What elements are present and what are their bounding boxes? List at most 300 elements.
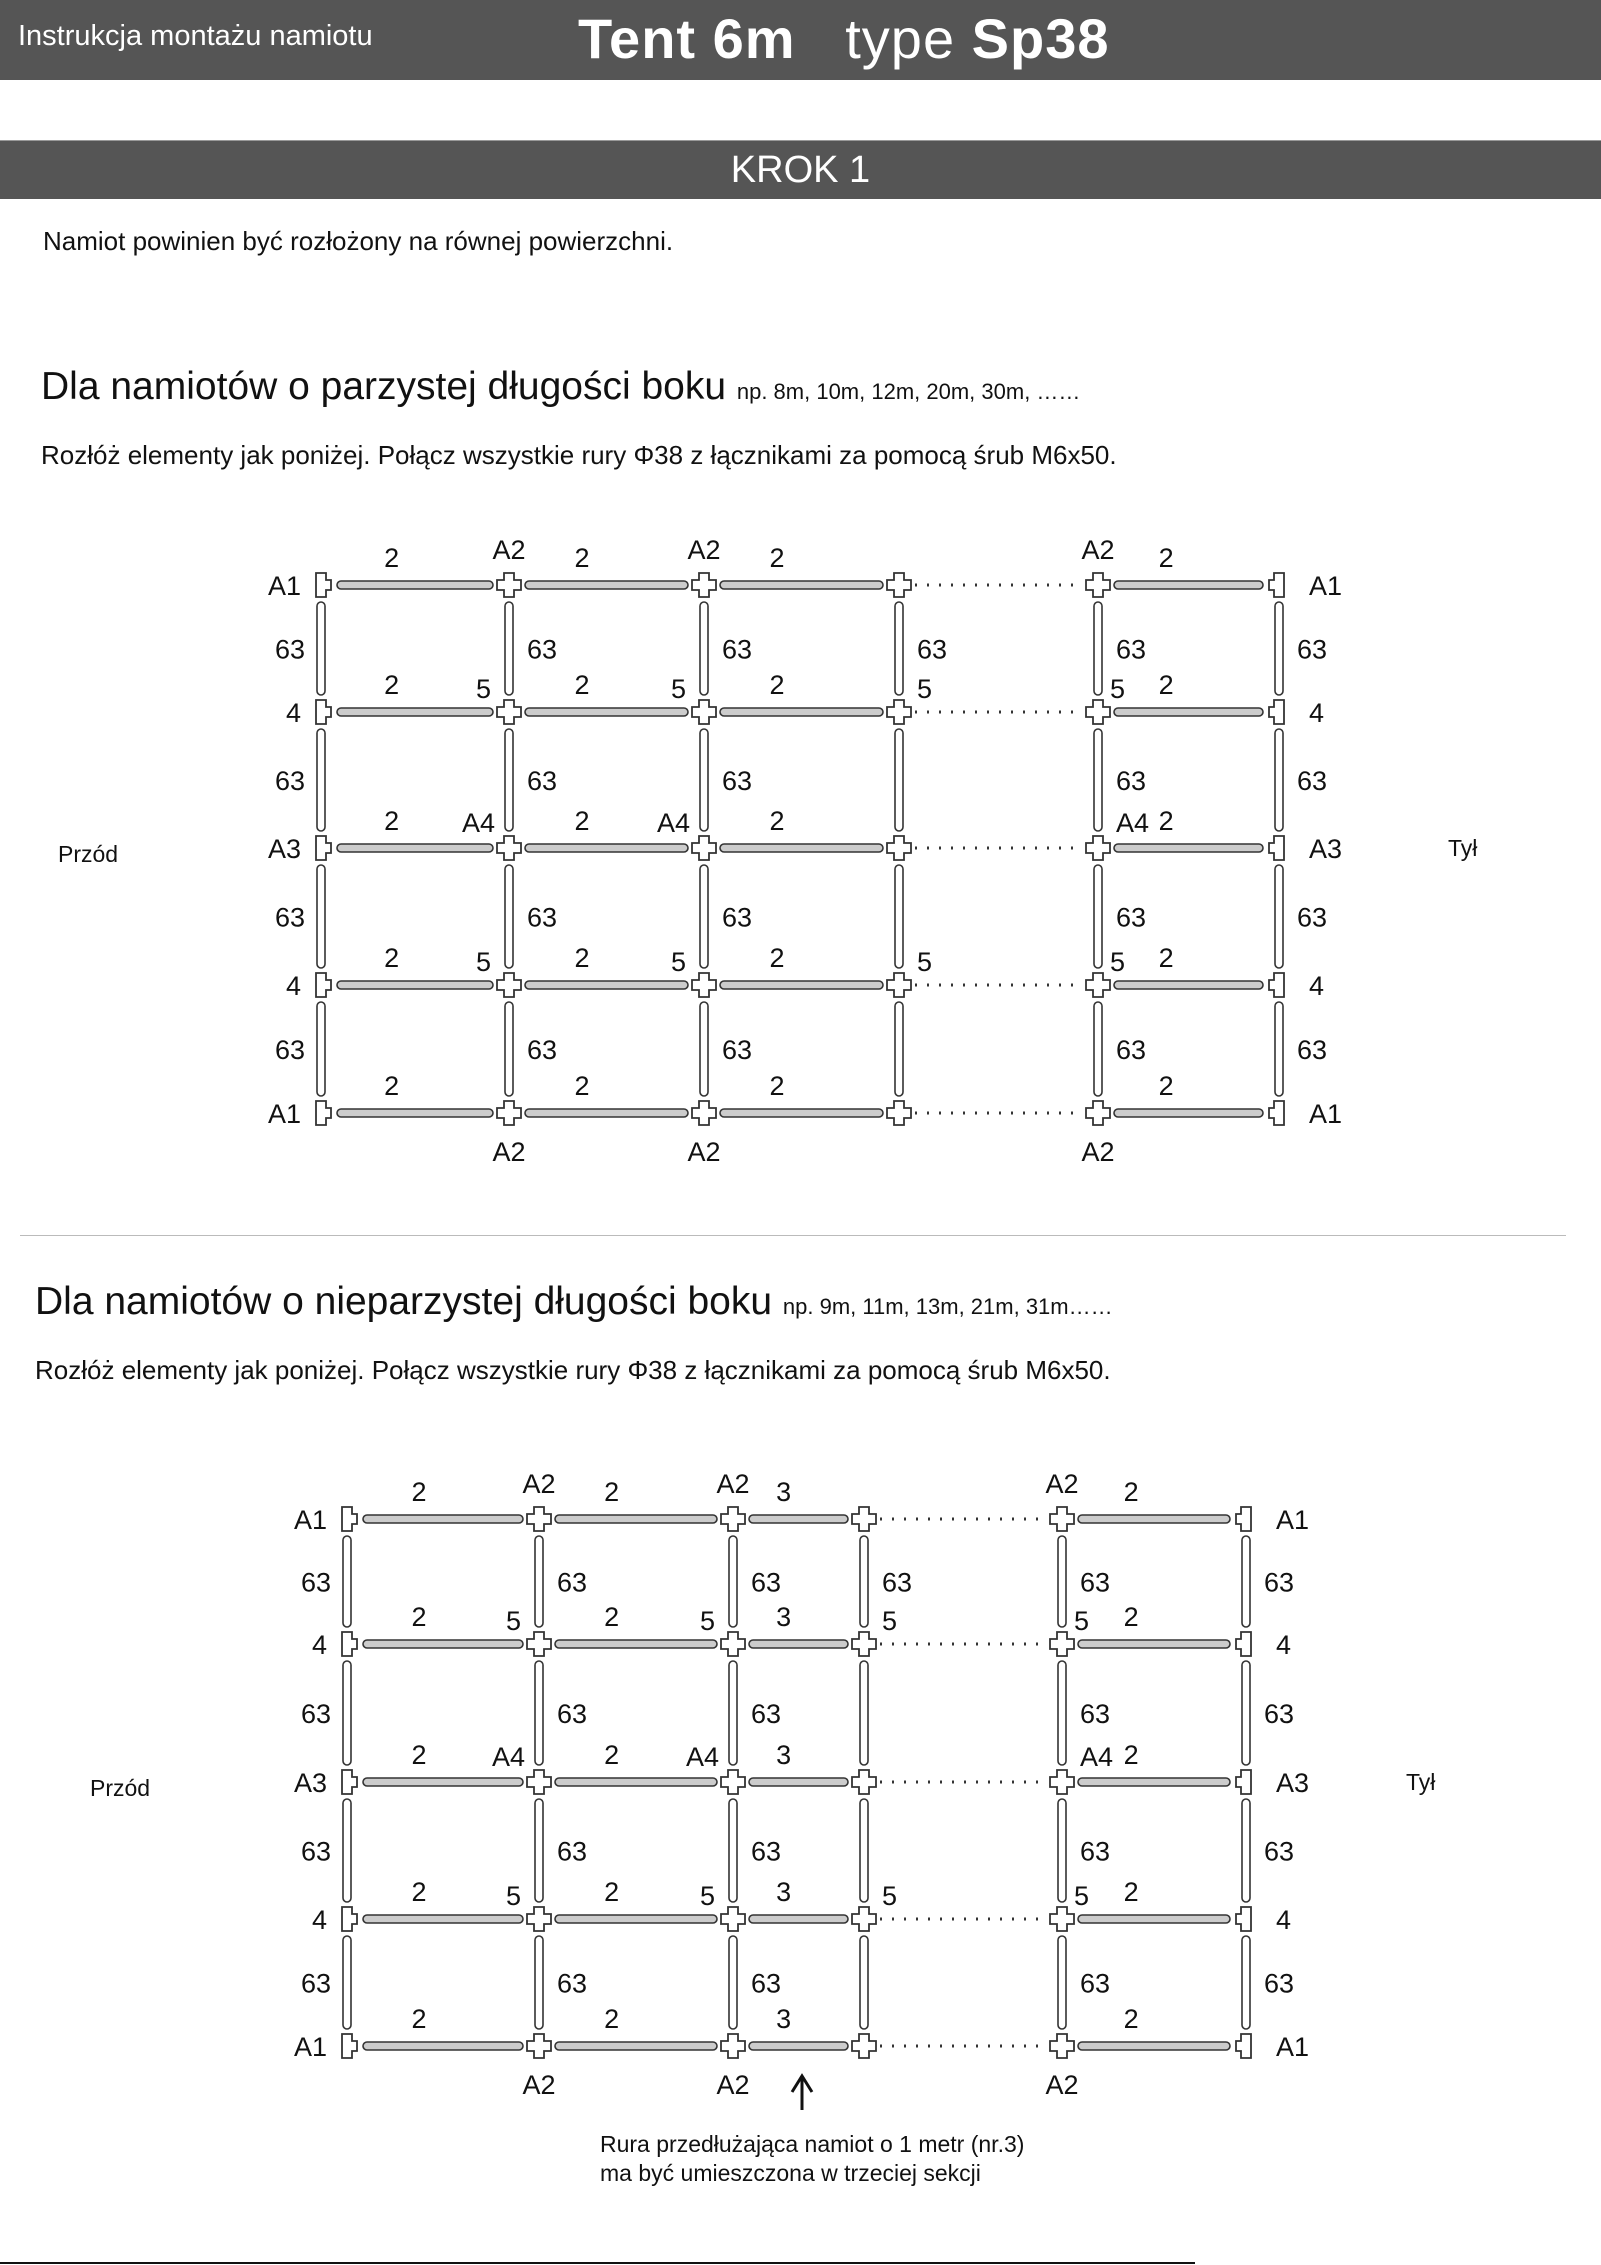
pole-label: 63 <box>722 902 753 933</box>
pole-label: 63 <box>1264 1699 1295 1729</box>
row-label-left: A1 <box>293 2032 327 2062</box>
connector-icon <box>316 700 331 724</box>
beam-pipe <box>1078 1915 1230 1923</box>
beam-pipe <box>363 1915 523 1923</box>
beam-pipe <box>363 1640 523 1648</box>
pole-63 <box>1058 1799 1066 1902</box>
pole-label: 63 <box>274 634 305 665</box>
row-label-left: A1 <box>267 571 301 601</box>
beam-label: 2 <box>769 543 785 573</box>
connector-icon <box>342 1770 357 1794</box>
beam-pipe <box>720 981 883 989</box>
row-label-right: A1 <box>1276 1505 1310 1535</box>
row-label-right: A1 <box>1309 571 1343 601</box>
connector-icon <box>692 700 716 724</box>
pole-63 <box>860 1799 868 1902</box>
pole-63 <box>1275 729 1283 831</box>
beam-pipe <box>1114 981 1263 989</box>
connector-icon <box>497 573 521 597</box>
joint-label: 5 <box>882 1881 898 1911</box>
beam-pipe <box>337 844 493 852</box>
pole-63 <box>1275 602 1283 695</box>
row-label-left: 4 <box>285 971 301 1001</box>
pole-63 <box>895 1002 903 1096</box>
connector-icon <box>1050 2034 1074 2058</box>
pole-label: 63 <box>1116 634 1147 665</box>
beam-label: 2 <box>1123 1477 1139 1507</box>
pole-63 <box>535 1799 543 1902</box>
pole-63 <box>1094 865 1102 968</box>
connector-icon <box>1269 836 1284 860</box>
heading-examples: np. 9m, 11m, 13m, 21m, 31m…… <box>782 1294 1113 1319</box>
node-label-top: A2 <box>687 535 721 565</box>
beam-pipe <box>337 708 493 716</box>
joint-label: A4 <box>491 1742 525 1772</box>
row-label-right: A3 <box>1276 1768 1310 1798</box>
row-label-right: 4 <box>1276 1630 1292 1660</box>
pole-63 <box>895 865 903 968</box>
beam-pipe <box>337 581 493 589</box>
connector-icon <box>887 973 911 997</box>
row-label-left: A3 <box>293 1768 327 1798</box>
connector-icon <box>692 573 716 597</box>
connector-icon <box>342 1632 357 1656</box>
connector-icon <box>1086 973 1110 997</box>
connector-icon <box>1269 1101 1284 1125</box>
pole-63 <box>860 1536 868 1627</box>
beam-pipe <box>1114 844 1263 852</box>
row-label-right: A3 <box>1309 834 1343 864</box>
beam-label: 2 <box>384 543 400 573</box>
pole-label: 63 <box>300 1968 331 1999</box>
pole-63 <box>895 729 903 831</box>
connector-icon <box>887 1101 911 1125</box>
beam-label: 2 <box>384 806 400 836</box>
front-label: Przód <box>58 841 119 867</box>
beam-pipe <box>749 1640 848 1648</box>
pole-label: 63 <box>1297 766 1328 796</box>
beam-label: 3 <box>776 2004 792 2034</box>
beam-label: 3 <box>776 1602 792 1632</box>
connector-icon <box>316 973 331 997</box>
front-label: Przód <box>90 1775 151 1801</box>
pole-63 <box>729 1661 737 1765</box>
pole-label: 63 <box>917 634 948 665</box>
beam-pipe <box>749 1778 848 1786</box>
connector-icon <box>1086 573 1110 597</box>
joint-label: 5 <box>882 1606 898 1636</box>
connector-icon <box>721 1907 745 1931</box>
pole-label: 63 <box>751 1567 782 1598</box>
beam-label: 2 <box>769 943 785 973</box>
joint-label: 5 <box>1074 1606 1090 1636</box>
node-label-top: A2 <box>522 1469 556 1499</box>
beam-pipe <box>555 1915 717 1923</box>
diagram-even <box>58 535 1477 1167</box>
node-label-top: A2 <box>492 535 526 565</box>
beam-pipe <box>337 981 493 989</box>
connector-icon <box>887 836 911 860</box>
connector-icon <box>1236 1907 1251 1931</box>
connector-icon <box>342 1907 357 1931</box>
beam-label: 2 <box>1123 1602 1139 1632</box>
beam-label: 2 <box>574 543 590 573</box>
row-label-right: 4 <box>1309 698 1325 728</box>
row-label-left: A1 <box>267 1099 301 1129</box>
row-label-left: 4 <box>311 1905 327 1935</box>
beam-label: 2 <box>411 1477 427 1507</box>
pole-label: 63 <box>751 1836 782 1867</box>
pole-label: 63 <box>300 1836 331 1867</box>
joint-label: 5 <box>699 1881 715 1911</box>
beam-pipe <box>1114 581 1263 589</box>
joint-label: 5 <box>917 947 933 977</box>
connector-icon <box>1236 2034 1251 2058</box>
joint-label: 5 <box>475 674 491 704</box>
connector-icon <box>342 2034 357 2058</box>
beam-label: 2 <box>411 1602 427 1632</box>
beam-pipe <box>1114 708 1263 716</box>
pole-63 <box>317 1002 325 1096</box>
connector-icon <box>527 1907 551 1931</box>
beam-label: 3 <box>776 1740 792 1770</box>
connector-icon <box>527 1507 551 1531</box>
beam-pipe <box>363 1778 523 1786</box>
pole-63 <box>860 1661 868 1765</box>
intro-text: Namiot powinien być rozłożony na równej powierzchni. <box>43 226 674 256</box>
beam-label: 2 <box>411 1740 427 1770</box>
joint-label: A4 <box>656 808 690 838</box>
connector-icon <box>887 700 911 724</box>
joint-label: 5 <box>475 947 491 977</box>
pole-63 <box>1094 729 1102 831</box>
heading-text: Dla namiotów o nieparzystej długości boku <box>35 1280 773 1323</box>
connector-icon <box>721 2034 745 2058</box>
beam-label: 2 <box>574 806 590 836</box>
pole-label: 63 <box>1080 1836 1111 1867</box>
connector-icon <box>1050 1507 1074 1531</box>
beam-pipe <box>555 1515 717 1523</box>
pole-label: 63 <box>1116 1035 1147 1065</box>
header-subtitle: Instrukcja montażu namiotu <box>18 20 373 52</box>
pole-label: 63 <box>722 766 753 796</box>
beam-label: 2 <box>769 806 785 836</box>
joint-label: A4 <box>685 1742 719 1772</box>
beam-label: 2 <box>574 1071 590 1101</box>
connector-icon <box>497 700 521 724</box>
pole-label: 63 <box>751 1699 782 1729</box>
pole-label: 63 <box>1116 902 1147 933</box>
beam-label: 2 <box>1158 806 1174 836</box>
pole-label: 63 <box>274 1035 305 1065</box>
pole-63 <box>1058 1661 1066 1765</box>
beam-label: 2 <box>1158 1071 1174 1101</box>
connector-icon <box>852 1507 876 1531</box>
beam-label: 2 <box>769 1071 785 1101</box>
pole-63 <box>505 1002 513 1096</box>
beam-pipe <box>525 1109 688 1117</box>
node-label-bottom: A2 <box>492 1137 526 1167</box>
pole-63 <box>700 865 708 968</box>
connector-icon <box>316 1101 331 1125</box>
arrow-up-icon <box>792 2076 812 2110</box>
connector-icon <box>527 1770 551 1794</box>
pole-63 <box>505 729 513 831</box>
beam-label: 2 <box>604 2004 620 2034</box>
pole-label: 63 <box>1080 1699 1111 1729</box>
pole-63 <box>343 1799 351 1902</box>
joint-label: 5 <box>1110 674 1126 704</box>
beam-label: 2 <box>384 943 400 973</box>
beam-pipe <box>1078 1640 1230 1648</box>
pole-63 <box>1275 1002 1283 1096</box>
pole-63 <box>535 1936 543 2029</box>
connector-icon <box>1050 1907 1074 1931</box>
connector-icon <box>527 1632 551 1656</box>
pole-label: 63 <box>751 1968 782 1999</box>
beam-label: 3 <box>776 1877 792 1907</box>
pole-label: 63 <box>1080 1567 1111 1598</box>
section-odd-instruction: Rozłóż elementy jak poniżej. Połącz wszystkie rury Φ38 z łącznikami za pomocą śrub M6x50. <box>35 1355 1111 1385</box>
connector-icon <box>692 973 716 997</box>
beam-pipe <box>1114 1109 1263 1117</box>
pole-63 <box>1094 1002 1102 1096</box>
pole-63 <box>535 1536 543 1627</box>
connector-icon <box>852 1632 876 1656</box>
row-label-right: 4 <box>1276 1905 1292 1935</box>
beam-label: 2 <box>1123 1740 1139 1770</box>
pole-63 <box>317 729 325 831</box>
title-type-word: type <box>845 7 956 70</box>
connector-icon <box>1236 1770 1251 1794</box>
joint-label: 5 <box>917 674 933 704</box>
beam-pipe <box>1078 1778 1230 1786</box>
connector-icon <box>316 836 331 860</box>
joint-label: 5 <box>505 1881 521 1911</box>
diagram-odd <box>90 1469 1435 2110</box>
pole-63 <box>343 1936 351 2029</box>
joint-label: 5 <box>699 1606 715 1636</box>
beam-pipe <box>555 1640 717 1648</box>
pole-label: 63 <box>1264 1567 1295 1598</box>
heading-examples: np. 8m, 10m, 12m, 20m, 30m, …… <box>736 379 1081 404</box>
joint-label: 5 <box>670 674 686 704</box>
beam-label: 2 <box>604 1740 620 1770</box>
node-label-bottom: A2 <box>522 2070 556 2100</box>
pole-label: 63 <box>300 1567 331 1598</box>
beam-pipe <box>555 1778 717 1786</box>
joint-label: 5 <box>670 947 686 977</box>
beam-pipe <box>525 844 688 852</box>
connector-icon <box>852 1770 876 1794</box>
beam-label: 2 <box>574 670 590 700</box>
beam-label: 2 <box>604 1602 620 1632</box>
back-label: Tył <box>1448 835 1478 861</box>
pole-label: 63 <box>1264 1836 1295 1867</box>
connector-icon <box>1269 573 1284 597</box>
connector-icon <box>497 836 521 860</box>
pole-label: 63 <box>882 1567 913 1598</box>
pole-label: 63 <box>722 1035 753 1065</box>
node-label-top: A2 <box>1045 1469 1079 1499</box>
connector-icon <box>527 2034 551 2058</box>
connector-icon <box>692 1101 716 1125</box>
beam-pipe <box>749 2042 848 2050</box>
row-label-right: A1 <box>1276 2032 1310 2062</box>
beam-label: 2 <box>1123 2004 1139 2034</box>
connector-icon <box>1086 836 1110 860</box>
row-label-left: 4 <box>311 1630 327 1660</box>
title-model: Sp38 <box>971 7 1110 70</box>
row-label-left: A1 <box>293 1505 327 1535</box>
node-label-top: A2 <box>716 1469 750 1499</box>
beam-label: 2 <box>384 670 400 700</box>
pole-63 <box>505 865 513 968</box>
joint-label: A4 <box>1080 1742 1114 1772</box>
beam-pipe <box>749 1515 848 1523</box>
joint-label: 5 <box>1074 1881 1090 1911</box>
pole-label: 63 <box>557 1699 588 1729</box>
beam-pipe <box>720 708 883 716</box>
beam-label: 2 <box>411 1877 427 1907</box>
pole-label: 63 <box>1264 1968 1295 1999</box>
connector-icon <box>887 573 911 597</box>
pole-63 <box>1094 602 1102 695</box>
pole-63 <box>317 865 325 968</box>
connector-icon <box>342 1507 357 1531</box>
connector-icon <box>1086 1101 1110 1125</box>
pole-63 <box>1058 1936 1066 2029</box>
note-line-2: ma być umieszczona w trzeciej sekcji <box>600 2160 981 2186</box>
beam-label: 2 <box>1158 670 1174 700</box>
beam-pipe <box>1078 1515 1230 1523</box>
row-label-left: A3 <box>267 834 301 864</box>
row-label-right: 4 <box>1309 971 1325 1001</box>
pole-label: 63 <box>1080 1968 1111 1999</box>
beam-pipe <box>525 708 688 716</box>
joint-label: A4 <box>461 808 495 838</box>
pole-63 <box>729 1799 737 1902</box>
joint-label: A4 <box>1116 808 1150 838</box>
beam-pipe <box>525 581 688 589</box>
connector-icon <box>497 1101 521 1125</box>
pole-63 <box>700 602 708 695</box>
beam-pipe <box>555 2042 717 2050</box>
pole-label: 63 <box>300 1699 331 1729</box>
pole-63 <box>1242 1661 1250 1765</box>
beam-pipe <box>363 1515 523 1523</box>
beam-label: 2 <box>1158 543 1174 573</box>
pole-63 <box>505 602 513 695</box>
pole-label: 63 <box>722 634 753 665</box>
pole-label: 63 <box>527 634 558 665</box>
node-label-bottom: A2 <box>1045 2070 1079 2100</box>
joint-label: 5 <box>505 1606 521 1636</box>
connector-icon <box>1236 1507 1251 1531</box>
joint-label: 5 <box>1110 947 1126 977</box>
pole-63 <box>1242 1536 1250 1627</box>
pole-63 <box>729 1536 737 1627</box>
connector-icon <box>1269 973 1284 997</box>
step-label: KROK 1 <box>730 149 871 191</box>
pole-63 <box>895 602 903 695</box>
node-label-bottom: A2 <box>1081 1137 1115 1167</box>
pole-63 <box>1275 865 1283 968</box>
node-label-top: A2 <box>1081 535 1115 565</box>
beam-pipe <box>720 1109 883 1117</box>
note-line-1: Rura przedłużająca namiot o 1 metr (nr.3) <box>600 2131 1025 2157</box>
connector-icon <box>692 836 716 860</box>
beam-pipe <box>525 981 688 989</box>
beam-label: 2 <box>604 1477 620 1507</box>
beam-label: 2 <box>574 943 590 973</box>
pole-63 <box>700 729 708 831</box>
pole-63 <box>860 1936 868 2029</box>
connector-icon <box>721 1507 745 1531</box>
pole-label: 63 <box>274 902 305 933</box>
connector-icon <box>1236 1632 1251 1656</box>
row-label-left: 4 <box>285 698 301 728</box>
beam-label: 2 <box>384 1071 400 1101</box>
pole-label: 63 <box>274 766 305 796</box>
beam-label: 2 <box>411 2004 427 2034</box>
connector-icon <box>852 2034 876 2058</box>
connector-icon <box>1269 700 1284 724</box>
beam-pipe <box>337 1109 493 1117</box>
pole-63 <box>535 1661 543 1765</box>
pole-63 <box>1058 1536 1066 1627</box>
pole-63 <box>1242 1799 1250 1902</box>
pole-63 <box>343 1661 351 1765</box>
pole-label: 63 <box>1297 1035 1328 1065</box>
beam-pipe <box>363 2042 523 2050</box>
beam-label: 2 <box>1158 943 1174 973</box>
connector-icon <box>497 973 521 997</box>
row-label-right: A1 <box>1309 1099 1343 1129</box>
beam-pipe <box>720 581 883 589</box>
pole-63 <box>700 1002 708 1096</box>
connector-icon <box>1050 1632 1074 1656</box>
pole-label: 63 <box>557 1968 588 1999</box>
section-even-instruction: Rozłóż elementy jak poniżej. Połącz wszystkie rury Φ38 z łącznikami za pomocą śrub M6x50. <box>41 440 1117 470</box>
back-label: Tył <box>1406 1769 1436 1795</box>
beam-label: 2 <box>1123 1877 1139 1907</box>
pole-63 <box>343 1536 351 1627</box>
pole-label: 63 <box>527 766 558 796</box>
pole-label: 63 <box>1297 634 1328 665</box>
pole-label: 63 <box>527 1035 558 1065</box>
beam-pipe <box>1078 2042 1230 2050</box>
connector-icon <box>1050 1770 1074 1794</box>
title-main: Tent 6m <box>578 7 796 70</box>
pole-label: 63 <box>527 902 558 933</box>
connector-icon <box>316 573 331 597</box>
connector-icon <box>852 1907 876 1931</box>
connector-icon <box>721 1770 745 1794</box>
pole-label: 63 <box>557 1567 588 1598</box>
pole-label: 63 <box>1116 766 1147 796</box>
pole-63 <box>317 602 325 695</box>
beam-label: 2 <box>769 670 785 700</box>
heading-text: Dla namiotów o parzystej długości boku <box>41 365 727 408</box>
beam-label: 2 <box>604 1877 620 1907</box>
beam-pipe <box>749 1915 848 1923</box>
node-label-bottom: A2 <box>687 1137 721 1167</box>
pole-label: 63 <box>1297 902 1328 933</box>
pole-63 <box>1242 1936 1250 2029</box>
node-label-bottom: A2 <box>716 2070 750 2100</box>
beam-pipe <box>720 844 883 852</box>
